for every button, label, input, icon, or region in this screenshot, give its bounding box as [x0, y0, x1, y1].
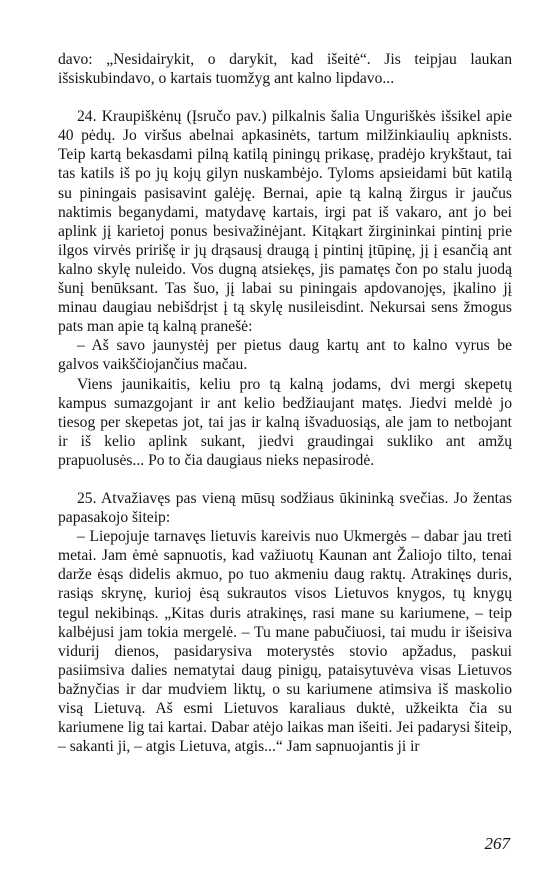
story-24-paragraph-3: Viens jaunikaitis, keliu pro tą kalną jodams, dvi mergi skepetų kampus sumazgojant ir ant kelio bedžiaujant matęs. Jiedvi meldė jo tiesog per skepetas jot, tai jas ir kalną išvaduosiąs, ale jam to netbojant ir iš kelio aplink sukant, jiedvi graudingai sukliko ant amžų prapuolusės... Po to čia daugiaus nieks nepasirodė. [58, 375, 512, 469]
continuation-paragraph: davo: „Nesidairykit, o darykit, kad išeitė“. Jis teipjau laukan išsiskubindavo, o kartais tuomžyg ant kalno lipdavo... [58, 51, 512, 88]
section-gap [58, 88, 512, 107]
page-number: 267 [484, 834, 510, 853]
story-25-paragraph-1: 25. Atvažiavęs pas vieną mūsų sodžiaus ūkininką svečias. Jo žentas papasakojo šiteip: [58, 489, 512, 527]
story-24-paragraph-1: 24. Kraupiškėnų (Įsručo pav.) pilkalnis šalia Unguriškės išsikel apie 40 pėdų. Jo viršus abelnai apkasinėts, tartum milžinkiaulių apknists. Teip kartą bekasdami pilną katilą piningų prikasę, pradėjo krykštaut, tai tas katils iš po jų kojų gilyn nuskambėjo. Tyloms apsieidami būt katilą su piningais pasisavint galėję. Bernai, apie tą kalną žirgus ir jaučus naktimis beganydami, matydavę kartais, irgi pat iš vakaro, ant jo bei aplink jį karietoj ponus besivažinėjant. Kitąkart žirgininkai pintinį prie ilgos virvės pririšę ir jų drąsausį draugą į pintinį įtūpinę, jį į esančią ant kalno skylę nuleido. Vos dugną atsiekęs, jis pamatęs čon po stalu juodą šunį benūksant. Tas šuo, jį labai su piningais apdovanojęs, įkalino jį minau daugiau nebišdrįst į tą skylę nusileisdint. Nekursai sens žmogus pats man apie tą kalną pranešė: [58, 108, 512, 336]
story-25-paragraph-2: – Liepojuje tarnavęs lietuvis kareivis nuo Ukmergės – dabar jau treti metai. Jam ėmė sapnuotis, kad važiuotų Kaunan ant Žaliojo tilto, tenai darže ėsąs didelis akmuo, po tuo akmeniu daug raktų. Atrakinęs duris, rasiąs skrynę, kurioj ėsą sukrautos visos Lietuvos knygos, tų knygų tegul nekibinąs. „Kitas duris atrakinęs, rasi mane su kariumene, – teip kalbėjusi jam tokia mergelė. – Tu mane pabučiuosi, tai mudu ir išeisiva vidurij dienos, pasidarysiva moterystės stovio apžadus, paskui pasiimsiva dalies nematytai daug pinigų, pataisytuvėva visas Lietuvos bažnyčias ir dar mudviem liktų, o su kariumene atimsiva iš maskolio visą Lietuvą. Aš esmi Lietuvos karaliaus duktė, užkeikta čia su kariumene lig tai kartai. Dabar atėjo laikas man išeiti. Jei padarysi šiteip, – sakanti ji, – atgis Lietuva, atgis...“ Jam sapnuojantis ji ir [58, 528, 512, 756]
story-24-quote: – Aš savo jaunystėj per pietus daug kartų ant to kalno vyrus be galvos vaikščiojančius mačau. [58, 337, 512, 374]
page-body [58, 50, 512, 756]
section-gap [58, 470, 512, 489]
